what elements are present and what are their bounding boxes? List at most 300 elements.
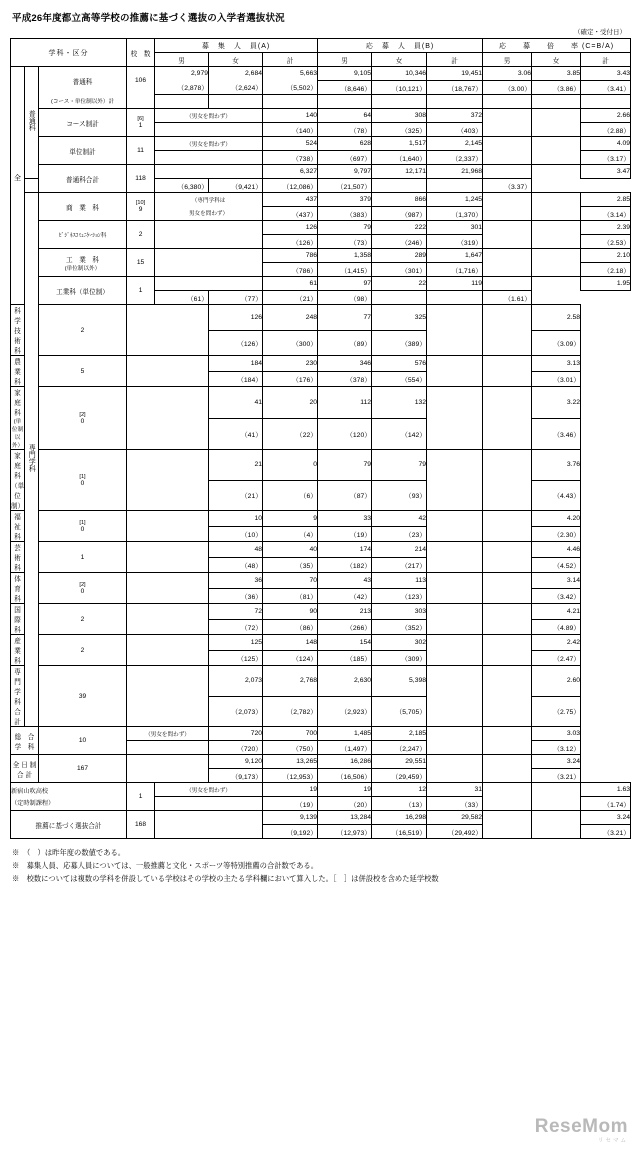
cell-ratio-female-empty — [532, 277, 581, 291]
cell-prev-ratio-total: （2.18） — [581, 263, 631, 277]
cell-prev-ratio-total: （3.17） — [581, 151, 631, 165]
cell-apply-total: 5,398 — [372, 666, 427, 697]
cell-prev-apply-male: （73） — [318, 235, 372, 249]
side-label-senmon-text: 専門学科 — [28, 443, 36, 472]
cell-ratio-female-empty — [532, 137, 581, 151]
cell-prev-apply-female: （1,640） — [372, 151, 427, 165]
cell-ratio-total: 2.60 — [532, 666, 581, 697]
cell-recruit-total: 524 — [263, 137, 318, 151]
row-schools-sogo: 10 — [39, 727, 127, 755]
cell-prev-ratio-male: （3.00） — [483, 81, 532, 95]
row-label-zennichi-total: 全 日 制 合 計 — [11, 755, 39, 783]
spacer-geijutsu — [127, 542, 209, 558]
cell-senmon-note2: 男女を問わず） — [155, 207, 263, 221]
cell-ratio-total: 3.47 — [581, 165, 631, 179]
table-row — [11, 755, 631, 769]
cell-prev-apply-total: （21,507） — [318, 179, 372, 193]
cell-apply-total: 2,145 — [427, 137, 483, 151]
spacer-course — [155, 123, 263, 137]
table-row — [11, 305, 631, 331]
spacer-taiiku-prev — [127, 588, 209, 604]
header-recruit-male: 男 — [155, 53, 209, 67]
cell-apply-female: 346 — [318, 356, 372, 372]
cell-prev-apply-total: （554） — [372, 371, 427, 387]
cell-prev-recruit-total: （48） — [209, 557, 263, 573]
cell-ratio-male-empty — [483, 165, 532, 179]
selection-status-table — [10, 38, 631, 839]
cell-prev-apply-female: （21） — [263, 291, 318, 305]
cell-prev-apply-female: （16,519） — [372, 825, 427, 839]
table-row — [11, 165, 631, 179]
cell-prev-recruit-total: （10） — [209, 526, 263, 542]
cell-prev-ratio-male-empty — [427, 650, 483, 666]
cell-ratio-male-empty — [483, 249, 532, 263]
cell-ratio-male-empty — [427, 727, 483, 741]
cell-recruit-total: 786 — [263, 249, 318, 263]
cell-prev-apply-male: （300） — [263, 330, 318, 356]
cell-ratio-female-empty — [532, 221, 581, 235]
cell-prev-ratio-male-empty — [483, 797, 532, 811]
spacer-g — [483, 95, 532, 109]
cell-prev-apply-male: （2,782） — [263, 696, 318, 727]
cell-prev-ratio-female-empty — [532, 235, 581, 249]
cell-prev-apply-male: （12,973） — [318, 825, 372, 839]
cell-prev-apply-total: （123） — [372, 588, 427, 604]
cell-apply-total: 42 — [372, 511, 427, 527]
cell-recruit-total: 10 — [209, 511, 263, 527]
cell-ratio-female-empty — [532, 783, 581, 797]
cell-prev-recruit-total: （72） — [209, 619, 263, 635]
cell-recruit-total: 184 — [209, 356, 263, 372]
table-row — [11, 67, 631, 81]
cell-recruit-total: 126 — [263, 221, 318, 235]
cell-ratio-male-empty — [427, 573, 483, 589]
cell-apply-female: 1,517 — [372, 137, 427, 151]
cell-ratio-male-empty — [427, 666, 483, 697]
header-ratio-male: 男 — [483, 53, 532, 67]
spacer-kokusai — [127, 604, 209, 620]
spacer-kogyo — [155, 249, 263, 263]
cell-prev-recruit-total: （720） — [209, 741, 263, 755]
cell-prev-ratio-female-empty — [483, 557, 532, 573]
watermark — [535, 1116, 628, 1144]
row-label-katei-tanni: 家庭科（単位制） — [11, 450, 25, 511]
cell-apply-male: 700 — [263, 727, 318, 741]
cell-prev-apply-female: （325） — [372, 123, 427, 137]
table-row — [11, 387, 631, 419]
cell-ratio-total: 3.13 — [532, 356, 581, 372]
spacer-c — [263, 95, 318, 109]
cell-prev-recruit-total: （437） — [263, 207, 318, 221]
cell-prev-ratio-male-empty — [427, 480, 483, 511]
row-schools-tanni: 11 — [127, 137, 155, 165]
cell-prev-recruit-total: （19） — [263, 797, 318, 811]
cell-prev-apply-male: （6） — [263, 480, 318, 511]
cell-ratio-total: 3.22 — [532, 387, 581, 419]
spacer-business — [155, 221, 263, 235]
cell-prev-ratio-female-empty — [483, 741, 532, 755]
cell-recruit-female: 2,684 — [209, 67, 263, 81]
spacer-sangyo-prev — [127, 650, 209, 666]
cell-ratio-male-empty — [427, 542, 483, 558]
cell-ratio-female-empty — [483, 450, 532, 481]
cell-prev-apply-total: （1,370） — [427, 207, 483, 221]
header-recruit-female: 女 — [209, 53, 263, 67]
table-row-prev — [11, 179, 631, 193]
cell-prev-apply-total: （33） — [427, 797, 483, 811]
row-schools-kokusai: 2 — [39, 604, 127, 635]
row-schools-katei-tanni — [39, 450, 127, 511]
cell-apply-female: 12,171 — [372, 165, 427, 179]
cell-ratio-female-empty — [483, 604, 532, 620]
cell-prev-apply-male: （22） — [263, 418, 318, 450]
cell-prev-apply-male: （20） — [318, 797, 372, 811]
spacer-schools — [127, 95, 155, 109]
cell-prev-apply-total: （98） — [318, 291, 372, 305]
cell-prev-recruit-total: （9,192） — [263, 825, 318, 839]
cell-apply-female: 213 — [318, 604, 372, 620]
cell-apply-female: 308 — [372, 109, 427, 123]
spacer-nogyo-prev — [127, 371, 209, 387]
cell-prev-ratio-male-empty — [483, 235, 532, 249]
cell-recruit-total: 61 — [263, 277, 318, 291]
cell-apply-female: 866 — [372, 193, 427, 207]
cell-apply-female: 77 — [318, 305, 372, 331]
spacer-b — [209, 95, 263, 109]
cell-prev-apply-female: （301） — [372, 263, 427, 277]
spacer-kagaku — [127, 305, 209, 331]
cell-prev-ratio-female-empty — [483, 371, 532, 387]
cell-apply-female: 16,298 — [372, 811, 427, 825]
spacer-zennichi-total-prev — [127, 769, 209, 783]
cell-prev-ratio-male-empty — [427, 741, 483, 755]
table-row-sub — [11, 95, 631, 109]
cell-apply-total: 29,582 — [427, 811, 483, 825]
cell-prev-ratio-female-empty — [483, 650, 532, 666]
cell-recruit-total: 21 — [209, 450, 263, 481]
cell-prev-ratio-male-empty — [372, 179, 427, 193]
cell-apply-male: 20 — [263, 387, 318, 419]
cell-prev-ratio-male-empty — [483, 207, 532, 221]
row-schools-fukushi — [39, 511, 127, 542]
cell-ratio-total: 3.24 — [581, 811, 631, 825]
spacer-a — [155, 95, 209, 109]
row-schools-futsu-total: 118 — [127, 165, 155, 193]
cell-prev-ratio-female-empty — [532, 825, 581, 839]
cell-ratio-male-empty — [483, 221, 532, 235]
table-row — [11, 450, 631, 481]
cell-ratio-male-empty — [483, 277, 532, 291]
cell-prev-apply-male: （86） — [263, 619, 318, 635]
cell-apply-total: 79 — [372, 450, 427, 481]
cell-prev-apply-female: （2,923） — [318, 696, 372, 727]
header-apply-total: 計 — [427, 53, 483, 67]
cell-ratio-total: 2.10 — [581, 249, 631, 263]
cell-prev-apply-male: （81） — [263, 588, 318, 604]
table-row — [11, 277, 631, 291]
cell-apply-male: 9,797 — [318, 165, 372, 179]
row-label-katei — [11, 387, 28, 450]
cell-recruit-total: 41 — [209, 387, 263, 419]
cell-prev-recruit-total: （2,073） — [209, 696, 263, 727]
cell-prev-ratio-total: （3.41） — [581, 81, 631, 95]
row-schools-taiiku — [39, 573, 127, 604]
cell-prev-ratio-female-empty — [483, 619, 532, 635]
cell-prev-apply-female: （266） — [318, 619, 372, 635]
row-schools-shogyo — [127, 193, 155, 221]
table-row — [11, 511, 631, 527]
cell-ratio-total: 4.09 — [581, 137, 631, 151]
cell-prev-recruit-total: （36） — [209, 588, 263, 604]
cell-apply-total: 576 — [372, 356, 427, 372]
cell-ratio-male-empty — [427, 450, 483, 481]
cell-prev-ratio-male-empty — [427, 526, 483, 542]
cell-ratio-female-empty — [483, 305, 532, 331]
cell-apply-female: 22 — [372, 277, 427, 291]
cell-prev-apply-female: （1,497） — [318, 741, 372, 755]
spacer-grand-total-prev — [155, 825, 263, 839]
row-label-kagaku: 科学技術科 — [11, 305, 25, 356]
row-sublabel-futsu: (コース・単位制以外）計 — [39, 95, 127, 109]
cell-prev-ratio-female: （3.86） — [532, 81, 581, 95]
cell-prev-ratio-female-empty — [532, 797, 581, 811]
row-note-taiiku: [2] — [79, 581, 86, 588]
cell-ratio-female-empty — [483, 542, 532, 558]
row-label-sogo: 総 合 学 科 — [11, 727, 39, 755]
row-label-nogyo: 農 業 科 — [11, 356, 25, 387]
cell-apply-male: 90 — [263, 604, 318, 620]
cell-ratio-female-empty — [532, 193, 581, 207]
spacer-katei — [127, 387, 209, 419]
cell-recruit-total: 48 — [209, 542, 263, 558]
spacer-grand-total — [155, 811, 263, 825]
cell-recruit-total: 9,139 — [263, 811, 318, 825]
spacer-shinjuku-prev — [155, 797, 263, 811]
cell-prev-apply-female: （16,506） — [318, 769, 372, 783]
cell-prev-recruit-total: （738） — [263, 151, 318, 165]
spacer-zennichi-total — [127, 755, 209, 769]
cell-ratio-female-empty — [532, 165, 581, 179]
cell-prev-apply-female: （120） — [318, 418, 372, 450]
side-label-zen-text: 全 — [14, 175, 21, 183]
cell-apply-male: 40 — [263, 542, 318, 558]
cell-prev-apply-total: （18,767） — [427, 81, 483, 95]
cell-ratio-male-empty — [483, 811, 532, 825]
cell-prev-recruit-total: （5,502） — [263, 81, 318, 95]
cell-prev-ratio-male-empty — [427, 418, 483, 450]
cell-prev-ratio-female-empty — [483, 526, 532, 542]
row-label-senmon-total: 専門学科合計 — [11, 666, 25, 727]
cell-prev-apply-female: （89） — [318, 330, 372, 356]
cell-prev-ratio-female-empty — [483, 330, 532, 356]
cell-ratio-total: 2.42 — [532, 635, 581, 651]
row-label-shinjuku-sub: （定時制課程） — [11, 800, 55, 807]
row-schools-kogyo-tanni: 1 — [127, 277, 155, 305]
cell-senmon-note1: （専門学科は — [155, 193, 263, 207]
cell-prev-apply-male: （697） — [318, 151, 372, 165]
row-label-tanni: 単位制計 — [39, 137, 127, 165]
cell-apply-male: 70 — [263, 573, 318, 589]
cell-prev-apply-female: （10,121） — [372, 81, 427, 95]
row-note-shogyo: [10] — [135, 200, 146, 206]
cell-prev-ratio-total: （2.53） — [581, 235, 631, 249]
cell-prev-apply-male: （12,953） — [263, 769, 318, 783]
header-recruit-group: 募 集 人 員(A) — [155, 39, 318, 53]
cell-apply-female: 33 — [318, 511, 372, 527]
cell-apply-total: 21,968 — [427, 165, 483, 179]
cell-prev-apply-total: （309） — [372, 650, 427, 666]
header-schools: 校 数 — [127, 39, 155, 67]
cell-prev-recruit-male: （2,878） — [155, 81, 209, 95]
cell-prev-ratio-male-empty — [427, 371, 483, 387]
cell-recruit-total: 72 — [209, 604, 263, 620]
table-row — [11, 573, 631, 589]
watermark-subtext: リセマム — [598, 1138, 628, 1144]
cell-prev-ratio-total: （3.09） — [532, 330, 581, 356]
cell-prev-apply-male: （8,646） — [318, 81, 372, 95]
cell-prev-ratio-total: （4.52） — [532, 557, 581, 573]
cell-tanni-nogender: （男女を問わず） — [155, 137, 263, 151]
row-schools-senmon-total: 39 — [39, 666, 127, 727]
cell-prev-apply-male: （4） — [263, 526, 318, 542]
cell-course-nogender: （男女を問わず） — [155, 109, 263, 123]
row-schools-shinjuku: 1 — [127, 783, 155, 811]
header-apply-group: 応 募 人 員(B) — [318, 39, 483, 53]
cell-prev-apply-female: （378） — [318, 371, 372, 387]
cell-apply-female: 174 — [318, 542, 372, 558]
cell-ratio-female-empty — [532, 249, 581, 263]
cell-prev-apply-total: （142） — [372, 418, 427, 450]
row-label-futsu-total: 普通科合計 — [39, 165, 127, 193]
row-label-shinjuku-text: 新宿山吹高校 — [11, 788, 49, 795]
cell-apply-female: 222 — [372, 221, 427, 235]
cell-recruit-male: 2,979 — [155, 67, 209, 81]
cell-prev-ratio-total: （3.14） — [581, 207, 631, 221]
cell-prev-ratio-female-empty — [532, 263, 581, 277]
spacer-katei-tanni — [127, 450, 209, 481]
cell-ratio-male-empty — [427, 635, 483, 651]
cell-sogo-nogender: （男女を問わず） — [127, 727, 209, 741]
cell-prev-apply-total: （403） — [427, 123, 483, 137]
cell-prev-ratio-total: （3.21） — [532, 769, 581, 783]
row-schools-business: 2 — [127, 221, 155, 249]
cell-prev-ratio-total: （2.75） — [532, 696, 581, 727]
cell-apply-male: 379 — [318, 193, 372, 207]
cell-prev-apply-male: （9,421） — [209, 179, 263, 193]
cell-prev-ratio-male-empty — [372, 291, 427, 305]
cell-prev-apply-female: （12,086） — [263, 179, 318, 193]
cell-recruit-total: 19 — [263, 783, 318, 797]
row-schools-taiiku-value: 0 — [80, 587, 85, 595]
cell-prev-recruit-total: （9,173） — [209, 769, 263, 783]
cell-ratio-female-empty — [483, 511, 532, 527]
cell-prev-recruit-female: （2,624） — [209, 81, 263, 95]
cell-ratio-female: 3.85 — [532, 67, 581, 81]
cell-prev-recruit-total: （6,380） — [155, 179, 209, 193]
cell-apply-total: 29,551 — [372, 755, 427, 769]
cell-ratio-total: 1.95 — [581, 277, 631, 291]
cell-apply-male: 2,768 — [263, 666, 318, 697]
row-label-shinjuku — [11, 783, 127, 811]
cell-prev-apply-female: （185） — [318, 650, 372, 666]
cell-shinjuku-nogender: （男女を問わず） — [155, 783, 263, 797]
row-schools-grand-total: 168 — [127, 811, 155, 839]
cell-prev-ratio-female-empty — [532, 123, 581, 137]
footnotes — [10, 847, 630, 885]
cell-prev-apply-total: （5,705） — [372, 696, 427, 727]
cell-prev-apply-female: （182） — [318, 557, 372, 573]
row-note-katei-tanni: [1] — [79, 473, 86, 480]
table-row — [11, 109, 631, 123]
row-schools-shogyo-value: 9 — [138, 206, 143, 213]
cell-prev-apply-female: （87） — [318, 480, 372, 511]
cell-prev-ratio-male-empty — [427, 588, 483, 604]
row-schools-kogyo: 15 — [127, 249, 155, 277]
footnote-1: ※ （ ）は昨年度の数値である。 — [12, 848, 126, 857]
cell-recruit-total: 6,327 — [263, 165, 318, 179]
spacer-kagaku-prev — [127, 330, 209, 356]
cell-prev-apply-total: （319） — [427, 235, 483, 249]
spacer-kokusai-prev — [127, 619, 209, 635]
row-note-course: [6] — [137, 116, 144, 122]
cell-prev-apply-total: （389） — [372, 330, 427, 356]
spacer-e — [372, 95, 427, 109]
cell-prev-apply-total: （93） — [372, 480, 427, 511]
cell-ratio-total: 2.58 — [532, 305, 581, 331]
cell-ratio-male-empty — [427, 387, 483, 419]
table-row — [11, 542, 631, 558]
cell-prev-ratio-female-empty — [483, 418, 532, 450]
cell-prev-recruit-total: （41） — [209, 418, 263, 450]
row-schools-kagaku: 2 — [39, 305, 127, 356]
cell-ratio-female-empty — [483, 755, 532, 769]
cell-prev-apply-total: （29,492） — [427, 825, 483, 839]
cell-apply-total: 325 — [372, 305, 427, 331]
cell-apply-male: 9 — [263, 511, 318, 527]
row-label-sangyo: 産 業 科 — [11, 635, 25, 666]
cell-apply-female: 289 — [372, 249, 427, 263]
cell-prev-apply-female: （13） — [372, 797, 427, 811]
cell-prev-apply-total: （352） — [372, 619, 427, 635]
spacer-f — [427, 95, 483, 109]
spacer-sogo-prev — [127, 741, 209, 755]
cell-prev-ratio-total: （2.30） — [532, 526, 581, 542]
cell-prev-apply-female: （19） — [318, 526, 372, 542]
cell-prev-apply-male: （35） — [263, 557, 318, 573]
table-row — [11, 783, 631, 797]
cell-prev-ratio-male-empty — [427, 696, 483, 727]
row-schools-futsu: 106 — [127, 67, 155, 95]
cell-prev-recruit-total: （786） — [263, 263, 318, 277]
watermark-text: ReseMom — [534, 1116, 628, 1137]
footnote-3: ※ 校数については複数の学科を併設している学校はその学校の主たる学科欄において算入した。［ ］は併設校を含めた延学校数 — [12, 873, 439, 883]
cell-recruit-total: 2,073 — [209, 666, 263, 697]
table-row — [11, 249, 631, 263]
cell-prev-ratio-total: （2.88） — [581, 123, 631, 137]
cell-ratio-total: 2.85 — [581, 193, 631, 207]
row-label-kogyo — [39, 249, 127, 277]
row-schools-nogyo: 5 — [39, 356, 127, 387]
table-row — [11, 811, 631, 825]
table-row — [11, 193, 631, 207]
cell-apply-total: 119 — [427, 277, 483, 291]
cell-prev-ratio-male-empty — [483, 263, 532, 277]
table-row — [11, 666, 631, 697]
cell-prev-ratio-female-empty — [532, 207, 581, 221]
row-schools-fukushi-value: 0 — [80, 525, 85, 533]
table-row — [11, 137, 631, 151]
row-sublabel-kogyo: (単位制以外） — [64, 265, 101, 272]
